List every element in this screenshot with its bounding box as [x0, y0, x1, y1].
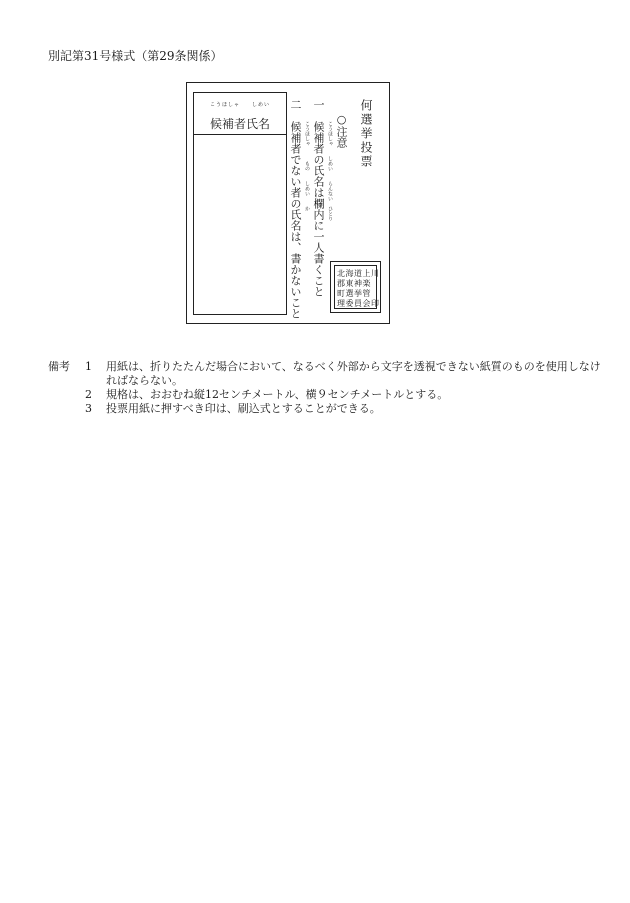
remark-item: [48, 360, 608, 388]
election-commission-stamp: [330, 261, 381, 313]
ballot-title: 何選挙投票: [359, 99, 373, 169]
remark-text: 規格は、おおむね縦12センチメートル、横９センチメートルとする。: [106, 388, 449, 401]
candidate-name-header: [194, 93, 286, 135]
stamp-line-2: 郡東神楽: [337, 279, 371, 288]
ballot-form: [186, 82, 390, 324]
item2-furigana: こうほしゃ もの しめい か: [304, 121, 310, 211]
form-header: 別記第31号様式（第29条関係）: [48, 49, 223, 63]
remark-number: 3: [85, 402, 92, 415]
notice-item-2: 二 候補者でない者の氏名は、書かないこと: [289, 99, 302, 319]
remark-number: 1: [85, 360, 92, 373]
notice-item-1: 一 候補者の氏名は欄内に一人書くこと: [312, 99, 325, 297]
remarks-section: [48, 360, 608, 416]
stamp-line-1: 北海道上川: [337, 269, 380, 278]
remark-text: 投票用紙に押すべき印は、刷込式とすることができる。: [106, 402, 381, 415]
stamp-line-3: 町選挙管: [337, 289, 371, 298]
remark-text: 用紙は、折りたたんだ場合において、なるべく外部から文字を透視できない紙質のものを使用しなければならない。: [106, 360, 601, 387]
remarks-label: 備考: [48, 360, 70, 373]
remark-number: 2: [85, 388, 92, 401]
item1-furigana: こうほしゃ しめい らんない ひとり: [327, 121, 333, 221]
remark-item: [48, 402, 608, 416]
remark-item: [48, 388, 608, 402]
name-label: 候補者氏名: [209, 117, 270, 131]
candidate-name-box: [193, 92, 287, 315]
stamp-line-4: 理委員会印: [337, 299, 380, 308]
name-label-furigana: こうほしゃ しめい: [209, 102, 270, 108]
notice-heading: ○注意: [335, 113, 348, 148]
candidate-name-write-area[interactable]: [194, 135, 286, 315]
